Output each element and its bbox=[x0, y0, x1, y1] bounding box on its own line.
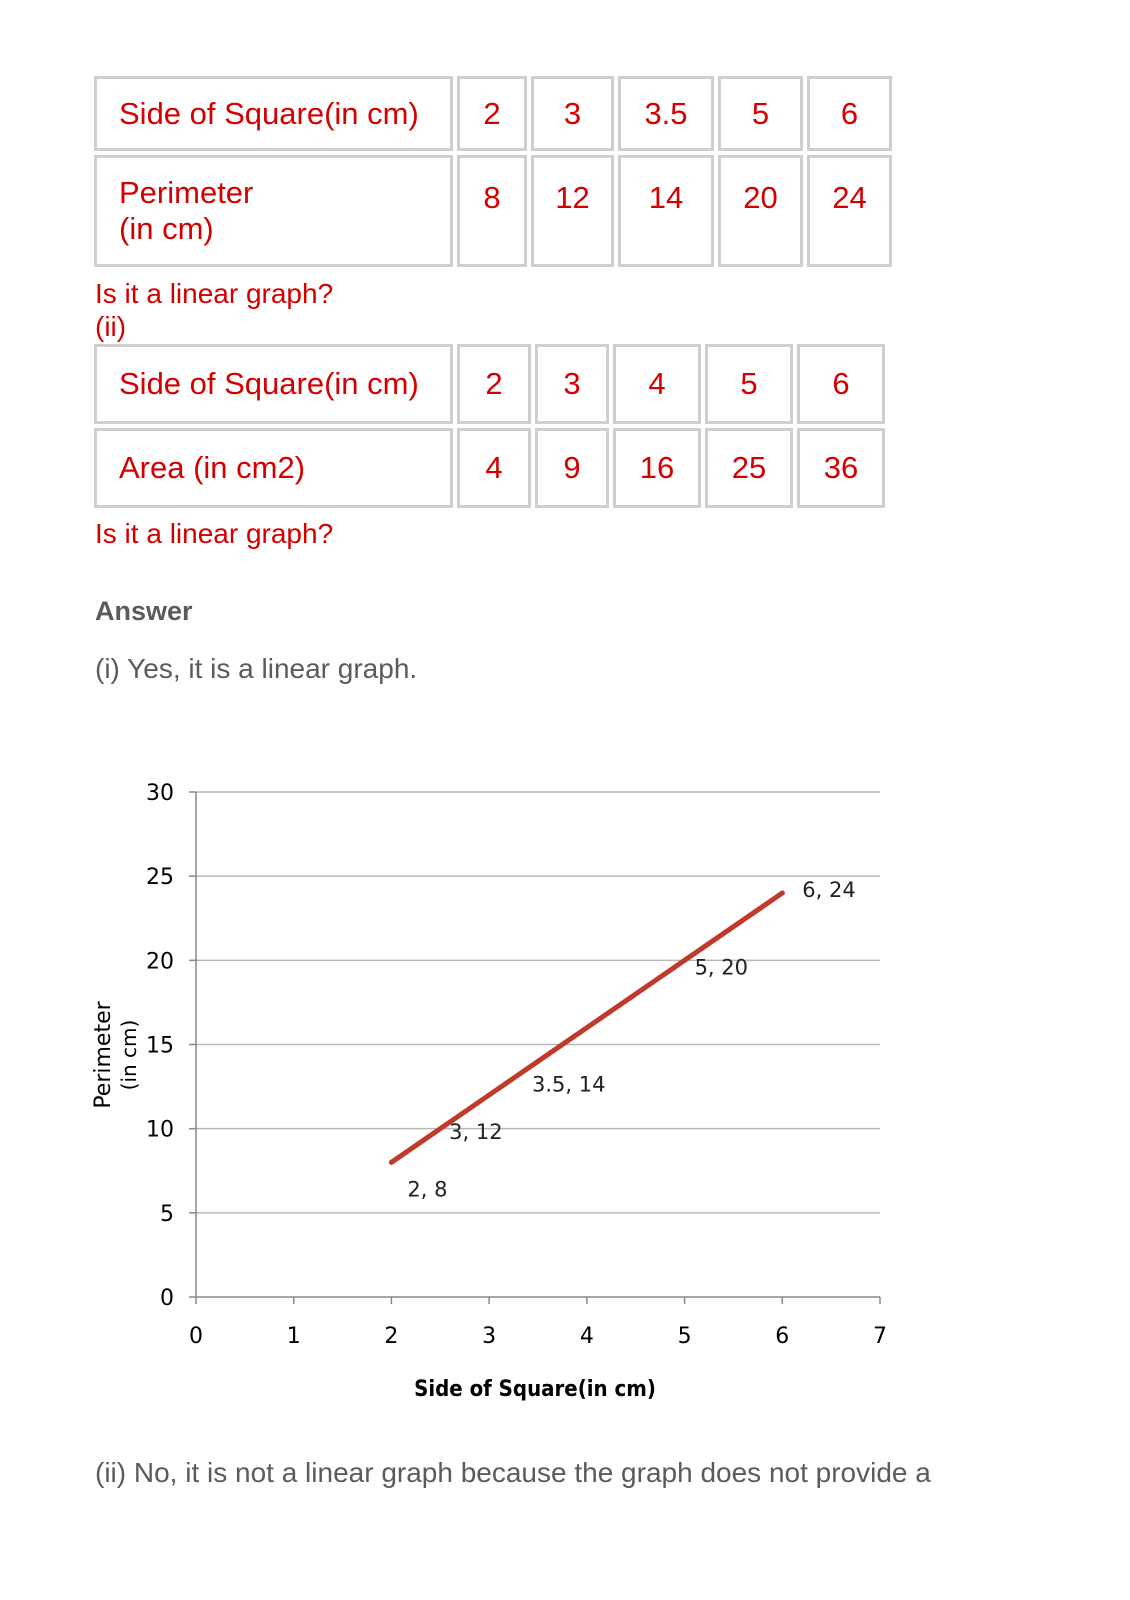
area-table bbox=[90, 340, 889, 512]
table-row-header: Side of Square(in cm) bbox=[94, 76, 453, 151]
table-row bbox=[94, 344, 885, 424]
row-label-line: (in cm) bbox=[119, 211, 214, 246]
table-row-header bbox=[94, 155, 453, 267]
x-axis-ticks bbox=[189, 1297, 887, 1349]
x-tick-label: 7 bbox=[873, 1324, 887, 1349]
table-cell: 25 bbox=[705, 428, 793, 508]
table-row-header: Area (in cm2) bbox=[94, 428, 453, 508]
y-tick-label: 10 bbox=[146, 1117, 174, 1143]
table-cell: 24 bbox=[807, 155, 892, 267]
perimeter-line-chart bbox=[80, 780, 900, 1420]
table-cell: 4 bbox=[613, 344, 701, 424]
table-cell: 16 bbox=[613, 428, 701, 508]
y-axis-label-unit: (in cm) bbox=[117, 1019, 141, 1091]
data-label: 3, 12 bbox=[449, 1120, 503, 1144]
table-cell: 6 bbox=[807, 76, 892, 151]
table-cell: 2 bbox=[457, 344, 531, 424]
y-tick-label: 15 bbox=[146, 1033, 174, 1059]
data-point bbox=[536, 1059, 541, 1064]
x-tick-label: 4 bbox=[579, 1324, 594, 1349]
answer-heading: Answer bbox=[95, 596, 193, 626]
answer-part-ii: (ii) No, it is not a linear graph because the graph does not provide a bbox=[95, 1457, 931, 1488]
perimeter-table bbox=[90, 72, 896, 271]
data-label: 6, 24 bbox=[802, 878, 856, 902]
x-tick-label: 0 bbox=[189, 1324, 203, 1349]
answer-part-i: (i) Yes, it is a linear graph. bbox=[95, 653, 418, 684]
data-point bbox=[487, 1093, 492, 1098]
table-cell: 4 bbox=[457, 428, 531, 508]
data-point bbox=[780, 891, 785, 896]
x-tick-label: 2 bbox=[384, 1324, 399, 1349]
table-cell: 14 bbox=[618, 155, 714, 267]
y-tick-label: 0 bbox=[160, 1286, 174, 1311]
x-tick-label: 6 bbox=[775, 1324, 790, 1349]
table-cell: 12 bbox=[531, 155, 614, 267]
y-tick-label: 30 bbox=[146, 781, 174, 806]
table-row-header: Side of Square(in cm) bbox=[94, 344, 453, 424]
chart-grid bbox=[196, 792, 880, 1213]
point-labels bbox=[407, 878, 855, 1201]
x-axis-label: Side of Square(in cm) bbox=[414, 1377, 656, 1402]
row-label-line: Perimeter bbox=[119, 175, 254, 210]
table-cell: 3.5 bbox=[618, 76, 714, 151]
y-axis-label: Perimeter bbox=[91, 1001, 116, 1109]
table-cell: 3 bbox=[531, 76, 614, 151]
table-row bbox=[94, 428, 885, 508]
table-cell: 5 bbox=[705, 344, 793, 424]
part-label: (ii) bbox=[95, 311, 127, 342]
x-tick-label: 3 bbox=[482, 1324, 497, 1349]
table-row bbox=[94, 76, 892, 151]
table-cell: 20 bbox=[718, 155, 803, 267]
y-tick-label: 20 bbox=[146, 949, 174, 975]
question-text: Is it a linear graph? bbox=[95, 278, 334, 309]
table-cell: 36 bbox=[797, 428, 885, 508]
data-label: 2, 8 bbox=[407, 1177, 448, 1202]
y-tick-label: 5 bbox=[160, 1201, 174, 1227]
table-row bbox=[94, 155, 892, 267]
x-tick-label: 5 bbox=[677, 1324, 692, 1349]
table-cell: 6 bbox=[797, 344, 885, 424]
data-label: 5, 20 bbox=[694, 955, 749, 980]
table-cell: 9 bbox=[535, 428, 609, 508]
y-tick-label: 25 bbox=[146, 865, 174, 891]
data-label: 3.5, 14 bbox=[532, 1072, 606, 1097]
data-point bbox=[389, 1160, 394, 1165]
table-cell: 2 bbox=[457, 76, 527, 151]
x-tick-label: 1 bbox=[286, 1324, 301, 1349]
table-cell: 3 bbox=[535, 344, 609, 424]
y-axis-ticks bbox=[146, 781, 196, 1311]
data-point bbox=[682, 958, 687, 963]
table-cell: 5 bbox=[718, 76, 803, 151]
table-cell: 8 bbox=[457, 155, 527, 267]
question-text: Is it a linear graph? bbox=[95, 518, 334, 549]
